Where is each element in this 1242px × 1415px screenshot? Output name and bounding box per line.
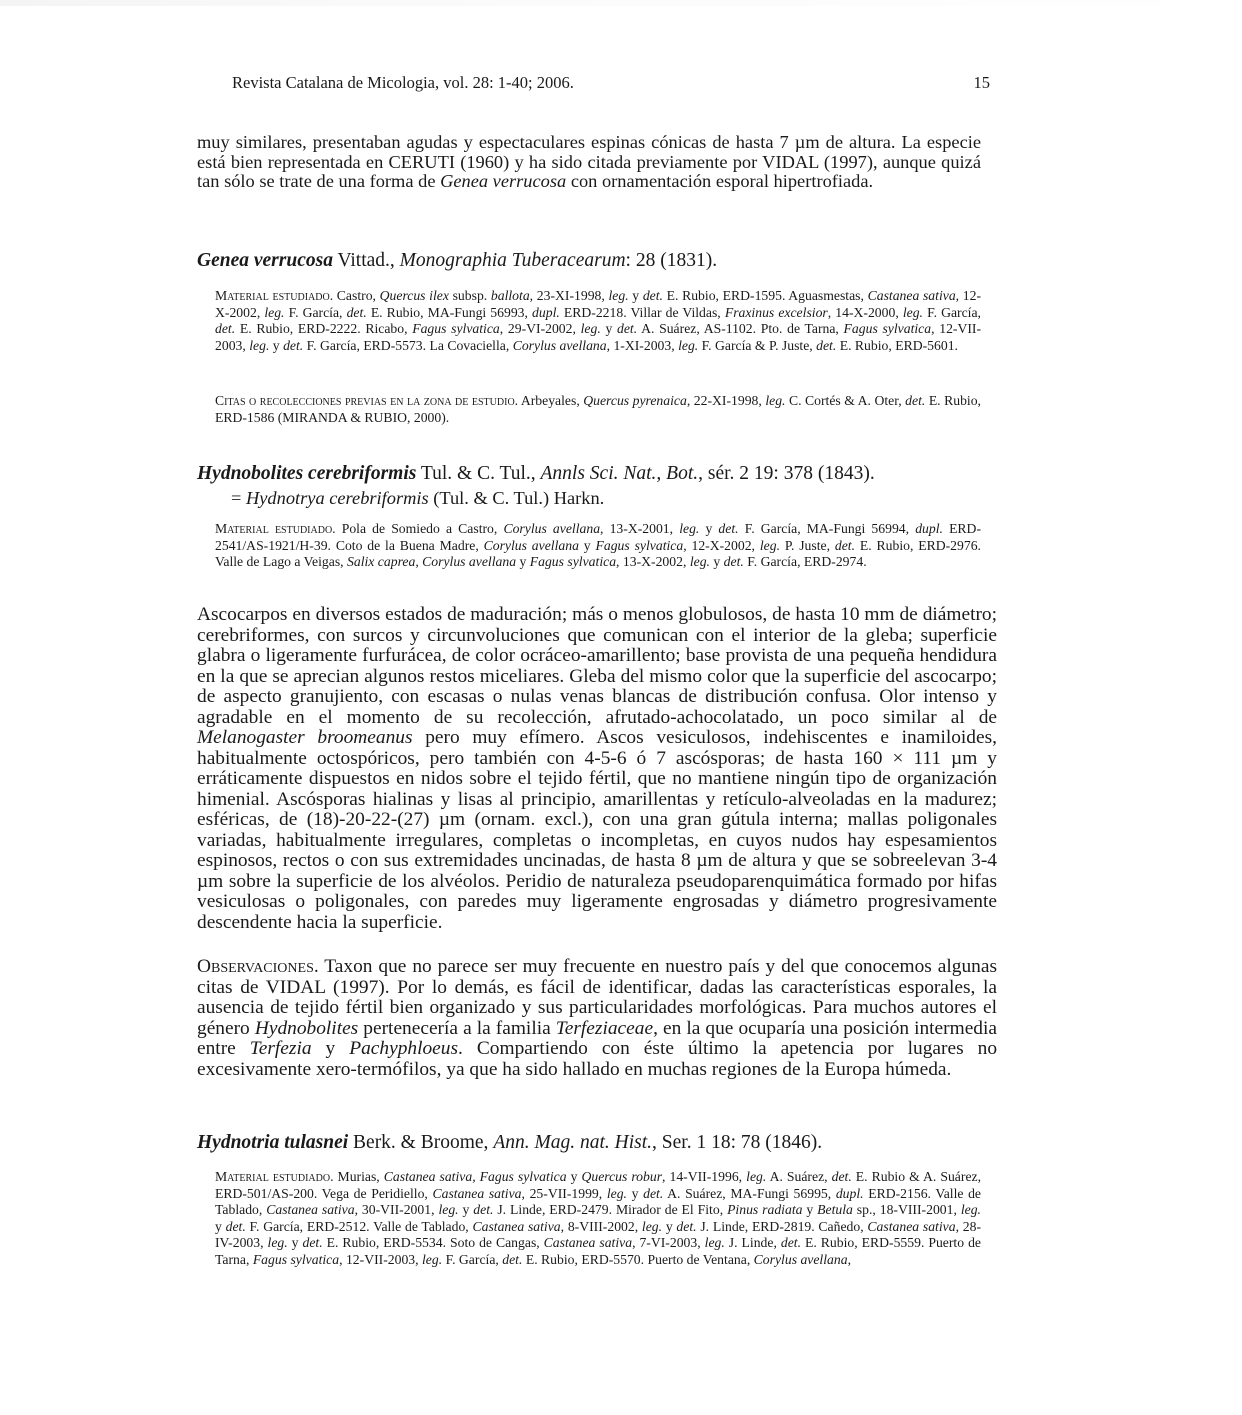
- text-run: F. García, ERD-2512. Valle de Tablado,: [245, 1218, 473, 1234]
- text-run: pertenecería a la familia: [358, 1017, 556, 1039]
- text-run: ,: [472, 1169, 480, 1184]
- italic-text: Castanea sativa: [543, 1235, 633, 1250]
- text-run: . Murias,: [330, 1169, 384, 1184]
- text-run: y: [566, 1169, 582, 1184]
- italic-text: Corylus avellana: [512, 337, 607, 353]
- material-hydnobolites: [215, 521, 981, 571]
- text-run: , 30-VII-2001,: [354, 1202, 439, 1217]
- publication-citation: , sér. 2 19: 378 (1843).: [698, 463, 875, 484]
- text-run: y: [215, 1218, 226, 1234]
- text-run: J. Linde, ERD-2819. Cañedo,: [696, 1218, 868, 1234]
- text-run: , 28-IV-2003,: [215, 1218, 982, 1250]
- intro-paragraph: [197, 133, 981, 192]
- text-run: E. Rubio, ERD-2976. Valle de Lago a Veigas,: [215, 537, 981, 569]
- text-run: F. García,: [442, 1251, 503, 1267]
- italic-text: Corylus avellana: [753, 1251, 848, 1267]
- text-run: y: [578, 537, 596, 553]
- italic-text: Pinus radiata: [727, 1202, 803, 1217]
- text-run: y: [600, 321, 618, 336]
- italic-text: Fagus sylvatica: [252, 1251, 340, 1267]
- text-run: y: [709, 554, 724, 569]
- italic-text: Fagus sylvatica: [843, 321, 932, 336]
- text-run: y: [699, 521, 719, 536]
- text-run: A. Suárez, MA-Fungi 56995,: [663, 1185, 836, 1201]
- italic-text: det.: [723, 554, 744, 569]
- italic-text: leg.: [704, 1235, 725, 1250]
- italic-text: leg.: [759, 537, 780, 553]
- italic-text: det.: [502, 1251, 523, 1267]
- journal-citation: Revista Catalana de Micologia, vol. 28: 1-40; 2006.: [232, 73, 574, 92]
- italic-text: leg.: [902, 304, 923, 320]
- scan-edge-shade: [0, 0, 1242, 6]
- text-run: . Arbeyales,: [514, 393, 584, 408]
- italic-text: det.: [780, 1235, 802, 1250]
- text-run: . Taxon que no parece ser muy frecuente en nuestro país y del que conocemos algunas citas de VIDAL (1997). Por lo demás, es fácil de identificar, dadas las características esporales, la ausencia de tejido fértil bien organizado y sus particularidades morfológicas. Para muchos autores el género: [197, 956, 997, 1039]
- species-author: Berk. & Broome,: [348, 1132, 494, 1153]
- publication-citation: , Ser. 1 18: 78 (1846).: [652, 1132, 823, 1153]
- text-run: J. Linde, ERD-2479. Mirador de El Fito,: [493, 1202, 728, 1217]
- text-run: F. García, ERD-2974.: [743, 554, 867, 569]
- italic-text: Salix caprea: [347, 554, 416, 569]
- text-run: . Pola de Somiedo a Castro,: [332, 521, 504, 536]
- text-run: , 22-XI-1998,: [686, 393, 766, 408]
- italic-text: Corylus avellana: [483, 537, 579, 553]
- italic-text: Quercus pyrenaica: [583, 393, 687, 408]
- species-heading-hydnotria: [197, 1132, 1017, 1154]
- synonym-name: Hydnotrya cerebriformis: [245, 488, 429, 508]
- text-run: J. Linde,: [724, 1235, 781, 1250]
- text-run: y: [662, 1218, 677, 1234]
- text-run: E. Rubio, ERD-1595. Aguasmestas,: [662, 288, 868, 303]
- citas-genea: [215, 393, 981, 426]
- text-run: C. Cortés & A. Oter,: [785, 393, 906, 408]
- italic-text: Castanea sativa: [472, 1218, 561, 1234]
- text-run: , 12-X-2002,: [683, 537, 760, 553]
- text-run: sp., 18-VIII-2001,: [852, 1202, 961, 1217]
- text-run: F. García, ERD-5573. La Covaciella,: [303, 337, 513, 353]
- italic-text: Terfezia: [249, 1038, 312, 1059]
- section-label: Material estudiado: [215, 521, 333, 536]
- text-run: , 1-XI-2003,: [606, 337, 679, 353]
- publication-title: Annls Sci. Nat., Bot.: [540, 463, 699, 484]
- italic-text: leg.: [438, 1202, 459, 1217]
- text-run: . Castro,: [329, 288, 380, 303]
- text-run: P. Juste,: [780, 537, 835, 553]
- species-name: Hydnotria tulasnei: [197, 1132, 349, 1153]
- text-run: ,: [415, 554, 423, 569]
- italic-text: Quercus robur: [581, 1169, 663, 1184]
- text-run: E. Rubio, ERD-1586 (MIRANDA & RUBIO, 2000).: [215, 393, 981, 425]
- text-run: , en la que ocuparía una posición intermedia entre: [197, 1017, 997, 1059]
- italic-text: Hydnobolites: [254, 1017, 359, 1039]
- italic-text: leg.: [267, 1235, 288, 1250]
- material-hydnotria: [215, 1169, 981, 1268]
- text-run: , 7-VI-2003,: [632, 1235, 705, 1250]
- intro-text: muy similares, presentaban agudas y espectaculares espinas cónicas de hasta 7 µm de altura. La especie está bien representada en CERUTI (1960) y ha sido citada previamente por VIDAL (1997), aunque quizá tan sólo se trate de una forma de: [197, 132, 981, 192]
- italic-text: Castanea sativa: [432, 1185, 522, 1201]
- italic-text: leg.: [421, 1251, 443, 1267]
- italic-text: leg.: [580, 321, 601, 336]
- italic-text: Betula: [817, 1202, 853, 1217]
- text-run: y: [626, 1185, 644, 1201]
- text-run: , 12-VII-2003,: [215, 321, 982, 353]
- italic-text: leg.: [960, 1202, 981, 1217]
- text-run: y: [516, 554, 530, 569]
- italic-text: Melanogaster broomeanus: [197, 727, 413, 748]
- running-header: [232, 73, 990, 93]
- text-run: subsp.: [448, 288, 491, 303]
- text-run: E. Rubio, ERD-5570. Puerto de Ventana,: [522, 1251, 754, 1267]
- species-author: Tul. & C. Tul.,: [416, 463, 541, 484]
- italic-text: det.: [831, 1169, 852, 1184]
- text-run: , 14-X-2000,: [827, 304, 903, 320]
- text-run: F. García & P. Juste,: [698, 337, 817, 353]
- section-label: Observaciones: [197, 956, 314, 977]
- text-run: ,: [847, 1251, 851, 1267]
- species-heading-genea: [197, 250, 1017, 272]
- text-run: , 12-X-2002,: [215, 288, 982, 320]
- italic-text: det.: [676, 1218, 697, 1234]
- text-run: , 23-XI-1998,: [529, 288, 609, 303]
- species-name: Genea verrucosa: [197, 250, 333, 271]
- italic-text: det.: [617, 321, 638, 336]
- italic-text: Fagus sylvatica: [479, 1169, 567, 1184]
- italic-text: dupl.: [532, 304, 560, 320]
- section-label: Material estudiado: [215, 288, 330, 303]
- text-run: , 29-VI-2002,: [499, 321, 581, 336]
- italic-text: det.: [834, 537, 856, 553]
- italic-text: leg.: [608, 288, 629, 303]
- text-run: ERD-2156. Valle de Tablado,: [215, 1185, 982, 1217]
- text-run: A. Suárez, AS-1102. Pto. de Tarna,: [637, 321, 844, 336]
- italic-text: Quercus ilex: [379, 288, 449, 303]
- italic-text: leg.: [689, 554, 710, 569]
- italic-text: Fagus sylvatica: [595, 537, 684, 553]
- italic-text: dupl.: [835, 1185, 864, 1201]
- page-number: 15: [973, 73, 990, 92]
- italic-text: det.: [718, 521, 739, 536]
- italic-text: leg.: [679, 521, 700, 536]
- intro-species: Genea verrucosa: [440, 171, 567, 192]
- text-run: ERD-2541/AS-1921/H-39. Coto de la Buena Madre,: [215, 521, 982, 553]
- section-label: Citas o recolecciones previas en la zona de estudio: [215, 393, 515, 408]
- italic-text: Fraxinus excelsior: [724, 304, 828, 320]
- text-run: y: [458, 1202, 474, 1217]
- italic-text: Castanea sativa: [867, 1218, 956, 1234]
- italic-text: det.: [302, 1235, 323, 1250]
- text-run: y: [802, 1202, 818, 1217]
- intro-text-end: con ornamentación esporal hipertrofiada.: [566, 171, 874, 192]
- italic-text: det.: [283, 337, 304, 353]
- italic-text: Corylus avellana: [503, 521, 601, 536]
- species-heading-hydnobolites: [197, 463, 1017, 485]
- text-run: y: [287, 1235, 303, 1250]
- italic-text: leg.: [765, 393, 786, 408]
- text-run: E. Rubio & A. Suárez, ERD-501/AS-200. Vega de Peridiello,: [215, 1169, 982, 1201]
- text-run: , 8-VIII-2002,: [560, 1218, 642, 1234]
- text-run: E. Rubio, ERD-5534. Soto de Cangas,: [322, 1235, 544, 1250]
- italic-text: det.: [816, 337, 837, 353]
- publication-title: Ann. Mag. nat. Hist.: [493, 1132, 653, 1153]
- synonym: [231, 488, 604, 508]
- text-run: E. Rubio, ERD-5601.: [836, 337, 958, 353]
- publication-citation: : 28 (1831).: [625, 250, 718, 271]
- italic-text: Castanea sativa: [266, 1202, 355, 1217]
- text-run: y: [628, 288, 643, 303]
- publication-title: Monographia Tuberacearum: [399, 250, 626, 271]
- italic-text: Corylus avellana: [422, 554, 517, 569]
- italic-text: det.: [905, 393, 926, 408]
- text-run: y: [269, 337, 284, 353]
- text-run: Ascocarpos en diversos estados de maduración; más o menos globulosos, de hasta 10 mm de diámetro; cerebriformes, con surcos y circunvoluciones que comunican con el interior de la gleba; superficie glabra o ligeramente furfurácea, de color ocráceo-amarillento; base provista de una pequeña hendidura en la que se aprecian algunos restos miceliares. Gleba del mismo color que la superficie del ascocarpo; de aspecto granujiento, con escasas o nulas venas blancas de distribución confusa. Olor intenso y agradable en el momento de su recolección, afrutado-achocolatado, un poco similar al de: [197, 604, 997, 728]
- italic-text: leg.: [746, 1169, 767, 1184]
- text-run: , 13-X-2002,: [616, 554, 690, 569]
- text-run: A. Suárez,: [766, 1169, 832, 1184]
- italic-text: dupl.: [915, 521, 943, 536]
- text-run: , 14-VII-1996,: [662, 1169, 747, 1184]
- text-run: ERD-2218. Villar de Vildas,: [559, 304, 725, 320]
- italic-text: Pachyphloeus: [349, 1038, 459, 1059]
- text-run: , 13-X-2001,: [600, 521, 680, 536]
- italic-text: leg.: [249, 337, 270, 353]
- italic-text: det.: [642, 288, 663, 303]
- text-run: pero muy efímero. Ascos vesiculosos, indehiscentes e inamiloides, habitualmente octospóricos, pero también con 4-5-6 ó 7 ascósporas; de hasta 160 × 111 µm y erráticamente dispuestos en nidos sobre el tejido fértil, que no mantiene ningún tipo de organización himenial. Ascósporas hialinas y lisas al principio, amarillentas y retículo-alveoladas en la madurez; esféricas, de (18)-20-22-(27) µm (ornam. excl.), con una gran gútula interna; mallas poligonales variadas, habitualmente irregulares, completas o incompletas, en cuyos nudos hay espesamientos espinosos, rectos o con sus extremidades uncinadas, de hasta 8 µm de altura y que se sobreelevan 3-4 µm sobre la superficie de los alvéolos. Peridio de naturaleza pseudoparenquimática formado por hifas vesiculosas o poligonales, con paredes muy ligeramente engrosadas y diámetro progresivamente descendente hacia la superficie.: [197, 727, 997, 933]
- species-author: Vittad.,: [332, 250, 400, 271]
- observaciones-hydnobolites: [197, 957, 997, 1080]
- text-run: F. García, MA-Fungi 56994,: [738, 521, 916, 536]
- italic-text: leg.: [641, 1218, 663, 1234]
- italic-text: leg.: [678, 337, 699, 353]
- italic-text: Fagus sylvatica: [529, 554, 617, 569]
- text-run: F. García,: [284, 304, 347, 320]
- italic-text: det.: [215, 321, 236, 336]
- description-hydnobolites: [197, 605, 997, 933]
- synonym-author: (Tul. & C. Tul.) Harkn.: [428, 488, 605, 508]
- italic-text: Castanea sativa: [383, 1169, 473, 1184]
- italic-text: leg.: [606, 1185, 627, 1201]
- material-genea: [215, 288, 981, 354]
- text-run: , 12-VII-2003,: [339, 1251, 422, 1267]
- italic-text: det.: [643, 1185, 664, 1201]
- italic-text: det.: [225, 1218, 246, 1234]
- text-run: E. Rubio, MA-Fungi 56993,: [366, 304, 533, 320]
- text-run: y: [311, 1038, 350, 1059]
- species-name: Hydnobolites cerebriformis: [197, 463, 417, 484]
- italic-text: det.: [346, 304, 367, 320]
- text-run: , 25-VII-1999,: [521, 1185, 607, 1201]
- section-label: Material estudiado: [215, 1169, 331, 1184]
- text-run: . Compartiendo con éste último la apetencia por lugares no excesivamente xero-termófilos, ya que ha sido hallado en muchas regiones de la Europa húmeda.: [197, 1038, 998, 1080]
- text-run: F. García,: [922, 304, 981, 320]
- italic-text: det.: [473, 1202, 494, 1217]
- text-run: E. Rubio, ERD-5559. Puerto de Tarna,: [215, 1235, 981, 1267]
- synonym-equals: =: [231, 488, 246, 508]
- text-run: E. Rubio, ERD-2222. Ricabo,: [235, 321, 413, 336]
- italic-text: Castanea sativa: [867, 288, 956, 303]
- italic-text: Terfeziaceae: [555, 1017, 654, 1039]
- italic-text: Fagus sylvatica: [412, 321, 500, 336]
- italic-text: leg.: [264, 304, 285, 320]
- italic-text: ballota: [490, 288, 530, 303]
